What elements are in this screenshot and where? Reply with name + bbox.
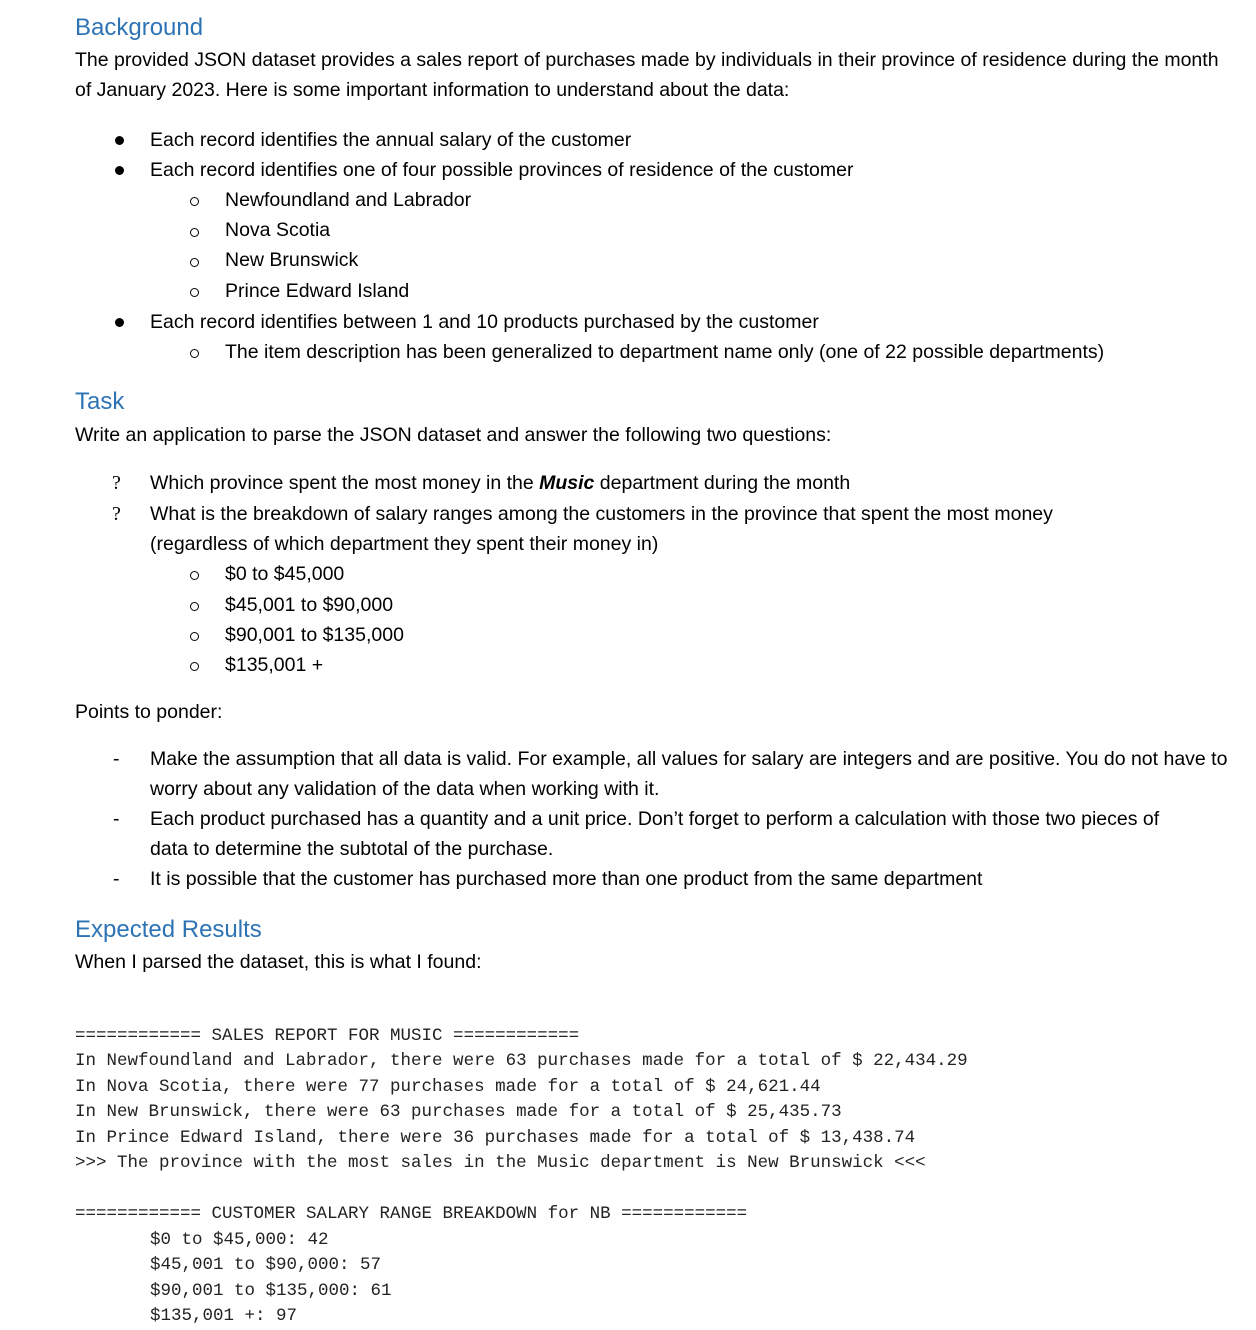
task-heading: Task bbox=[75, 388, 125, 415]
results-intro: When I parsed the dataset, this is what I found: bbox=[75, 951, 482, 973]
bullet-provinces: Each record identifies one of four possible provinces of residence of the customer bbox=[150, 159, 854, 181]
salary-range-item: $90,001 to $135,000 bbox=[225, 624, 404, 646]
bullet-icon bbox=[115, 318, 124, 327]
sub-bullet-circle-icon bbox=[190, 602, 199, 611]
background-heading: Background bbox=[75, 14, 204, 41]
question-marker: ? bbox=[112, 472, 121, 494]
sales-report-header: ============ SALES REPORT FOR MUSIC ============ bbox=[75, 1026, 580, 1046]
question-1-suffix: department during the month bbox=[594, 472, 851, 494]
background-intro: The provided JSON dataset provides a sales report of purchases made by individuals in their province of residence during the month of January 2023. Here is some important information to understand about the data: bbox=[75, 49, 1219, 101]
ponder-point: It is possible that the customer has purchased more than one product from the same department bbox=[150, 868, 983, 890]
sub-bullet-circle-icon bbox=[190, 258, 199, 267]
sales-report-line: In Newfoundland and Labrador, there were 63 purchases made for a total of $ 22,434.29 bbox=[75, 1051, 968, 1071]
question-1 bbox=[150, 468, 850, 498]
ponder-point: Each product purchased has a quantity and a unit price. Don’t forget to perform a calculation with those two pieces of data to determine the subtotal of the purchase. bbox=[150, 808, 1160, 860]
sub-bullet-circle-icon bbox=[190, 349, 199, 358]
product-note: The item description has been generalized to department name only (one of 22 possible departments) bbox=[225, 341, 1105, 363]
ponder-label: Points to ponder: bbox=[75, 701, 223, 723]
dash-marker: - bbox=[113, 808, 120, 830]
dash-marker: - bbox=[113, 868, 120, 890]
bullet-salary: Each record identifies the annual salary of the customer bbox=[150, 129, 632, 151]
bullet-products: Each record identifies between 1 and 10 products purchased by the customer bbox=[150, 311, 819, 333]
sub-bullet-circle-icon bbox=[190, 662, 199, 671]
sales-report-line: In Prince Edward Island, there were 36 purchases made for a total of $ 13,438.74 bbox=[75, 1128, 916, 1148]
ponder-point: Make the assumption that all data is valid. For example, all values for salary are integers and are positive. You do not have to worry about any validation of the data when working with it. bbox=[150, 748, 1228, 800]
province-item: Newfoundland and Labrador bbox=[225, 189, 472, 211]
sales-report-conclusion: >>> The province with the most sales in the Music department is New Brunswick <<< bbox=[75, 1153, 926, 1173]
sub-bullet-circle-icon bbox=[190, 288, 199, 297]
salary-breakdown-line: $135,001 +: 97 bbox=[150, 1306, 298, 1326]
bullet-icon bbox=[115, 136, 124, 145]
province-item: Nova Scotia bbox=[225, 219, 331, 241]
dash-marker: - bbox=[113, 748, 120, 770]
salary-breakdown-header: ============ CUSTOMER SALARY RANGE BREAKDOWN for NB ============ bbox=[75, 1204, 748, 1224]
province-item: Prince Edward Island bbox=[225, 280, 410, 302]
salary-breakdown-line: $90,001 to $135,000: 61 bbox=[150, 1281, 392, 1301]
sales-report-line: In New Brunswick, there were 63 purchases made for a total of $ 25,435.73 bbox=[75, 1102, 842, 1122]
sub-bullet-circle-icon bbox=[190, 197, 199, 206]
salary-breakdown-line: $0 to $45,000: 42 bbox=[150, 1230, 329, 1250]
sub-bullet-circle-icon bbox=[190, 632, 199, 641]
question-1-emphasis: Music bbox=[539, 472, 595, 494]
province-item: New Brunswick bbox=[225, 249, 359, 271]
sub-bullet-circle-icon bbox=[190, 228, 199, 237]
salary-range-item: $0 to $45,000 bbox=[225, 563, 345, 585]
bullet-icon bbox=[115, 166, 124, 175]
question-2: What is the breakdown of salary ranges among the customers in the province that spent the most money (regardless of which department they spent their money in) bbox=[150, 503, 1053, 555]
question-marker: ? bbox=[112, 503, 121, 525]
sub-bullet-circle-icon bbox=[190, 571, 199, 580]
question-1-prefix: Which province spent the most money in the bbox=[150, 472, 540, 494]
salary-breakdown-line: $45,001 to $90,000: 57 bbox=[150, 1255, 382, 1275]
sales-report-line: In Nova Scotia, there were 77 purchases made for a total of $ 24,621.44 bbox=[75, 1077, 821, 1097]
results-heading: Expected Results bbox=[75, 916, 262, 943]
salary-range-item: $45,001 to $90,000 bbox=[225, 594, 394, 616]
task-intro: Write an application to parse the JSON dataset and answer the following two questions: bbox=[75, 424, 832, 446]
salary-range-item: $135,001 + bbox=[225, 654, 324, 676]
